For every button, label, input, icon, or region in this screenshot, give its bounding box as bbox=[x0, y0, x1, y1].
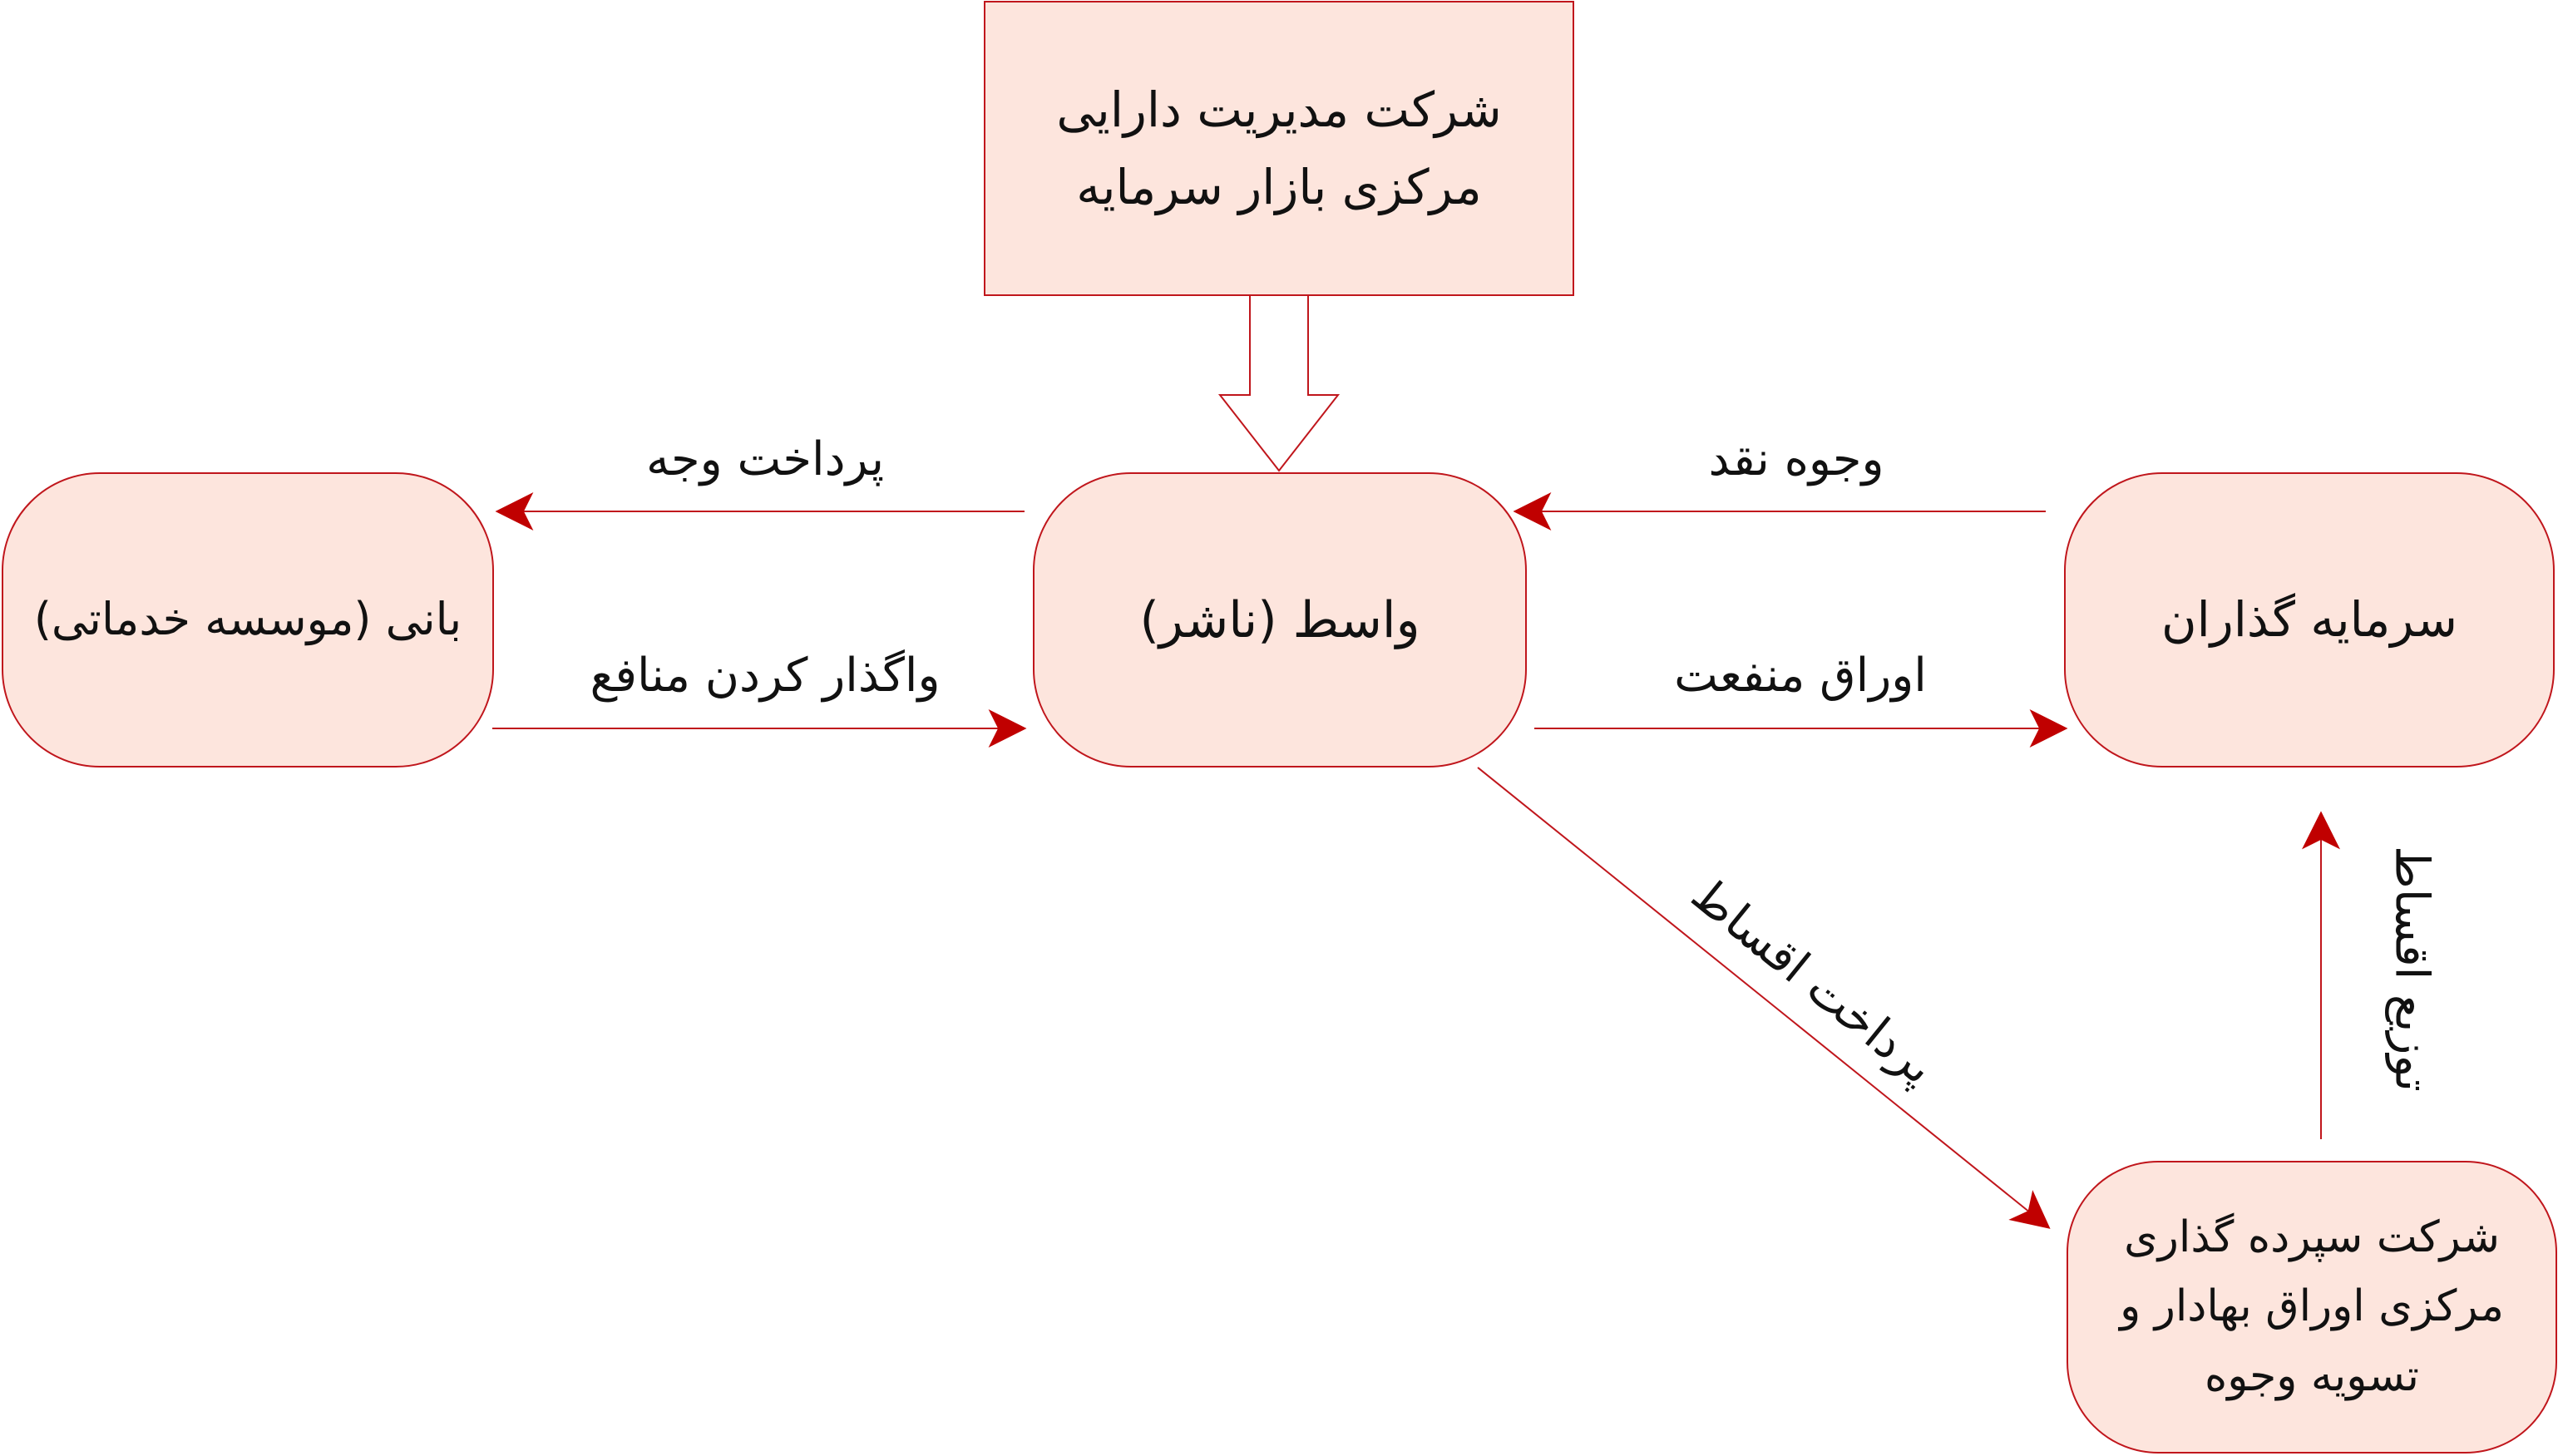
intermediary-node bbox=[1033, 472, 1527, 767]
label-payment-to-founder: پرداخت وجه bbox=[645, 432, 885, 486]
intermediary-label: واسط (ناشر) bbox=[1139, 590, 1420, 649]
asset-management-line: شرکت مدیریت دارایی bbox=[1056, 81, 1502, 138]
depository-line: شرکت سپرده گذاری bbox=[2124, 1212, 2500, 1263]
depository-line: تسویه وجوه bbox=[2205, 1350, 2419, 1401]
asset-management-line: مرکزی بازار سرمایه bbox=[1076, 158, 1482, 215]
label-installment-distribution: توزیع اقساط bbox=[2384, 846, 2439, 1092]
investors-label: سرمایه گذاران bbox=[2161, 591, 2457, 649]
founder-label: بانی (موسسه خدماتی) bbox=[33, 593, 462, 646]
founder-node bbox=[2, 472, 494, 767]
depository-node bbox=[2067, 1161, 2557, 1454]
depository-text bbox=[2120, 1203, 2504, 1411]
label-installment-payment: پرداخت اقساط bbox=[1681, 866, 1945, 1096]
investors-node bbox=[2064, 472, 2555, 767]
label-benefit-certificates: اوراق منفعت bbox=[1674, 649, 1927, 703]
edge-installment-payment bbox=[1478, 767, 2047, 1226]
asset-management-company-text bbox=[1056, 72, 1501, 226]
depository-line: مرکزی اوراق بهادار و bbox=[2120, 1281, 2504, 1332]
asset-management-company bbox=[984, 1, 1574, 296]
block-arrow-down bbox=[1220, 295, 1338, 471]
label-transfer-benefits: واگذار کردن منافع bbox=[590, 649, 941, 703]
label-cash-funds: وجوه نقد bbox=[1708, 432, 1884, 486]
